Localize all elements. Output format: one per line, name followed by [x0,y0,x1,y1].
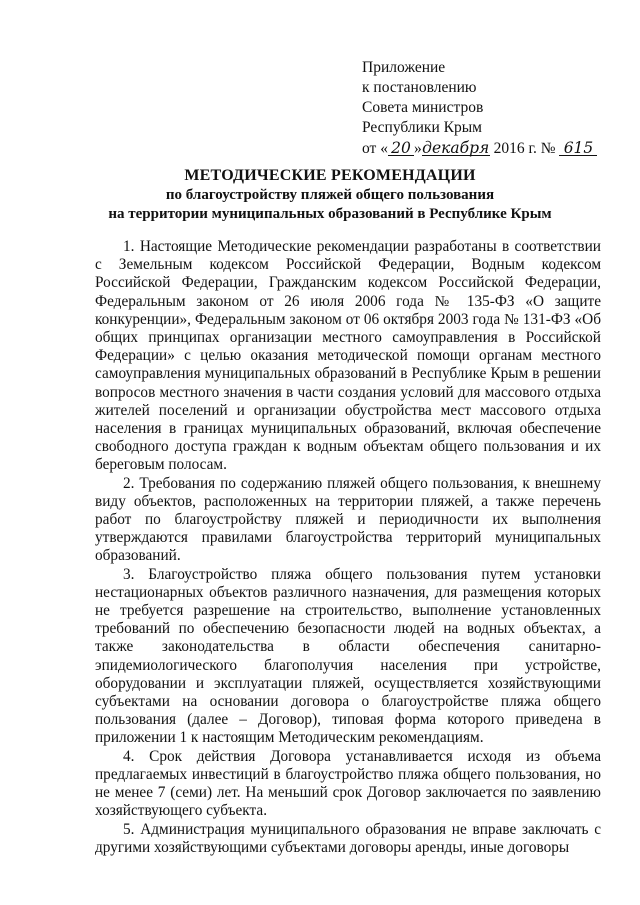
appendix-line-1: Приложение [362,59,446,76]
appendix-block [362,58,622,159]
paragraph-3: 3. Благоустройство пляжа общего пользования путем установки нестационарных объектов различного назначения, для размещения которых не требуется разрешение на строительство, выполнение установленных требований по обеспечению безопасности людей на водных объектах, а также законодательства в области обеспечения санитарно-эпидемиологического благополучия населения при устройстве, оборудовании и эксплуатации пляжей, осуществляется хозяйствующими субъектами на основании договора о благоустройстве пляжа общего пользования (далее – Договор), типовая форма которого приведена в приложении 1 к настоящим Методическим рекомендациям. [95,565,601,747]
appendix-date-line [362,138,622,159]
document-body [95,238,601,857]
handwritten-number: 615 [559,138,597,158]
paragraph-4: 4. Срок действия Договора устанавливается исходя из объема предлагаемых инвестиций в благоустройство пляжа общего пользования, но не менее 7 (семи) лет. На меньший срок Договор заключается по заявлению хозяйствующего субъекта. [95,747,601,820]
document-subtitle-2: на территории муниципальных образований в Республике Крым [108,206,552,222]
document-title: МЕТОДИЧЕСКИЕ РЕКОМЕНДАЦИИ [184,167,476,184]
appendix-line-2: к постановлению [362,79,477,96]
date-mid: » [413,140,422,157]
handwritten-day: 20 [388,138,414,158]
handwritten-month: декабря [422,139,490,157]
date-year: 2016 г. № [493,140,556,157]
appendix-line-4: Республики Крым [362,119,482,136]
paragraph-2: 2. Требования по содержанию пляжей общего пользования, к внешнему виду объектов, расположенных на территории пляжей, а также перечень работ по благоустройству пляжей и периодичности их выполнения утверждаются правилами благоустройства территорий муниципальных образований. [95,474,601,565]
document-subtitle-1: по благоустройству пляжей общего пользования [165,187,495,203]
paragraph-1: 1. Настоящие Методические рекомендации разработаны в соответствии с Земельным кодексом Российской Федерации, Водным кодексом Российской Федерации, Гражданским кодексом Российской Федерации, Федеральным законом от 26 июля 2006 года № 135-ФЗ «О защите конкуренции», Федеральным законом от 06 октября 2003 года № 131-ФЗ «Об общих принципах организации местного самоуправления в Российской Федерации» с целью оказания методической помощи органам местного самоуправления муниципальных образований в Республике Крым в решении вопросов местного значения в части создания условий для массового отдыха жителей поселений и организации обустройства мест массового отдыха населения в границах муниципальных образований, включая обеспечение свободного доступа граждан к водным объектам общего пользования и их береговым полосам. [95,238,601,474]
appendix-line-3: Совета министров [362,99,484,116]
paragraph-5: 5. Администрация муниципального образования не вправе заключать с другими хозяйствующими субъектами договоры аренды, иные договоры [95,820,601,856]
date-prefix: от « [362,140,388,157]
document-heading [60,166,600,224]
